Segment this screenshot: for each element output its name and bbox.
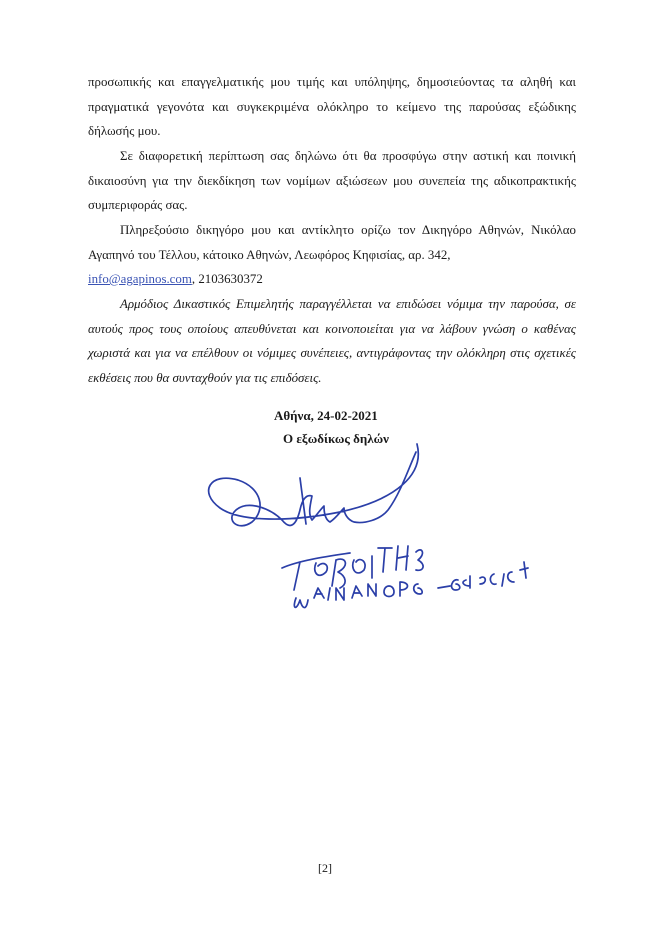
signature-role: Ο εξωδίκως δηλών (283, 431, 389, 446)
signature-date: Αθήνα, 24-02-2021 (274, 408, 378, 423)
phone-number: , 2103630372 (191, 272, 263, 286)
paragraph-publication: προσωπικής και επαγγελματικής μου τιμής και υπόληψης, δημοσιεύοντας τα αληθή και πραγματικά γεγονότα και συγκεκριμένα ολόκληρο το κείμενο της παρούσας εξώδικης δήλωσής μου. (88, 75, 576, 138)
paragraph-bailiff: Αρμόδιος Δικαστικός Επιμελητής παραγγέλλεται να επιδώσει νόμιμα την παρούσα, σε αυτούς προς τους οποίους απευθύνεται και κοινοποιείται για να λάβουν γνώση ο καθένας χωριστά και για να επέλθουν οι νόμιμες συνέπειες, αντιγράφοντας την ολόκληρη στις σχετικές εκθέσεις που θα συνταχθούν για τις επιδόσεις. (88, 297, 576, 385)
email-link[interactable]: info@agapinos.com (88, 272, 192, 286)
paragraph-legal-action: Σε διαφορετική περίπτωση σας δηλώνω ότι θα προσφύγω στην αστική και ποινική δικαιοσύνη για την διεκδίκηση των νομίμων αξιώσεων μου συνεπεία της αδικοπρακτικής συμπεριφοράς σας. (88, 149, 576, 212)
attorney-details: Πληρεξούσιο δικηγόρο μου και αντίκλητο ορίζω τον Δικηγόρο Αθηνών, Νικόλαο Αγαπηνό του Τέλλου, κάτοικο Αθηνών, Λεωφόρος Κηφισίας, αρ. 342, (88, 223, 576, 262)
page-number: [2] (318, 861, 332, 875)
